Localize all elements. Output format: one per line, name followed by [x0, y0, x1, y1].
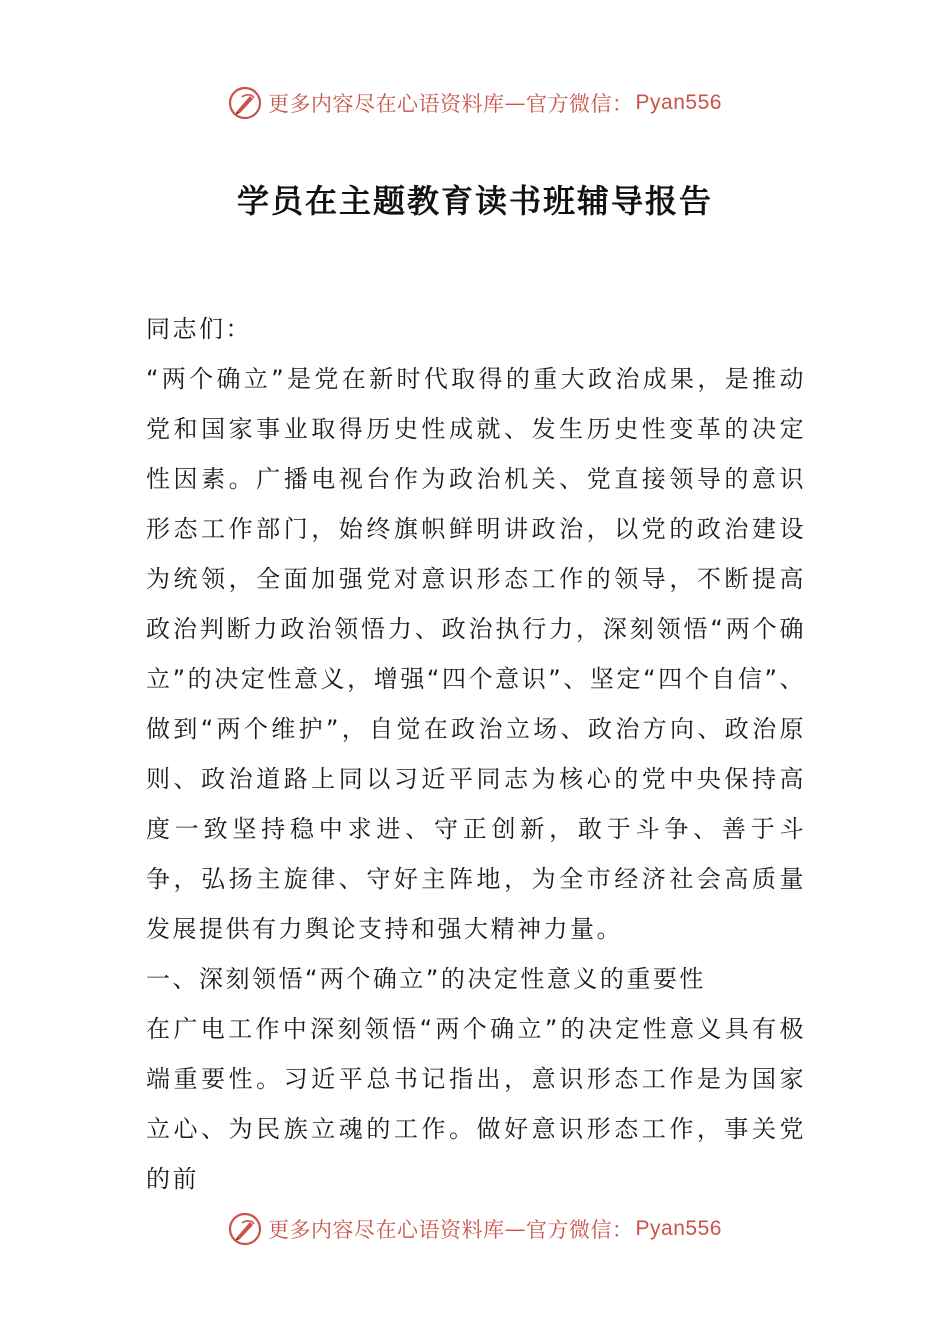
watermark-contact-id: Pyan556	[635, 1217, 722, 1240]
document-title: 学员在主题教育读书班辅导报告	[236, 182, 713, 220]
watermark-brand-text: 更多内容尽在心语资料库	[268, 1218, 505, 1242]
pen-logo-icon	[228, 1212, 262, 1246]
watermark-dash: —	[504, 1217, 527, 1241]
watermark-brand-text: 更多内容尽在心语资料库	[268, 92, 505, 116]
salutation: 同志们：	[146, 315, 252, 343]
watermark-contact-label: 官方微信：	[526, 1218, 634, 1242]
document-body	[146, 304, 806, 1204]
watermark-dash: —	[504, 91, 527, 115]
section-heading: 一、深刻领悟“两个确立”的决定性意义的重要性	[146, 965, 706, 993]
watermark-contact-id: Pyan556	[635, 91, 722, 114]
watermark-contact-label: 官方微信：	[526, 92, 634, 116]
body-paragraph: “两个确立”是党在新时代取得的重大政治成果，是推动党和国家事业取得历史性成就、发生历史性变革的决定性因素。广播电视台作为政治机关、党直接领导的意识形态工作部门，始终旗帜鲜明讲政治，以党的政治建设为统领，全面加强党对意识形态工作的领导，不断提高政治判断力政治领悟力、政治执行力，深刻领悟“两个确立”的决定性意义，增强“四个意识”、坚定“四个自信”、做到“两个维护”，自觉在政治立场、政治方向、政治原则、政治道路上同以习近平同志为核心的党中央保持高度一致坚持稳中求进、守正创新，敢于斗争、善于斗争，弘扬主旋律、守好主阵地，为全市经济社会高质量发展提供有力舆论支持和强大精神力量。	[146, 365, 806, 943]
footer-watermark	[0, 1212, 950, 1246]
header-watermark	[0, 86, 950, 120]
pen-logo-icon	[228, 86, 262, 120]
body-paragraph: 在广电工作中深刻领悟“两个确立”的决定性意义具有极端重要性。习近平总书记指出，意识形态工作是为国家立心、为民族立魂的工作。做好意识形态工作，事关党的前	[146, 1015, 806, 1193]
